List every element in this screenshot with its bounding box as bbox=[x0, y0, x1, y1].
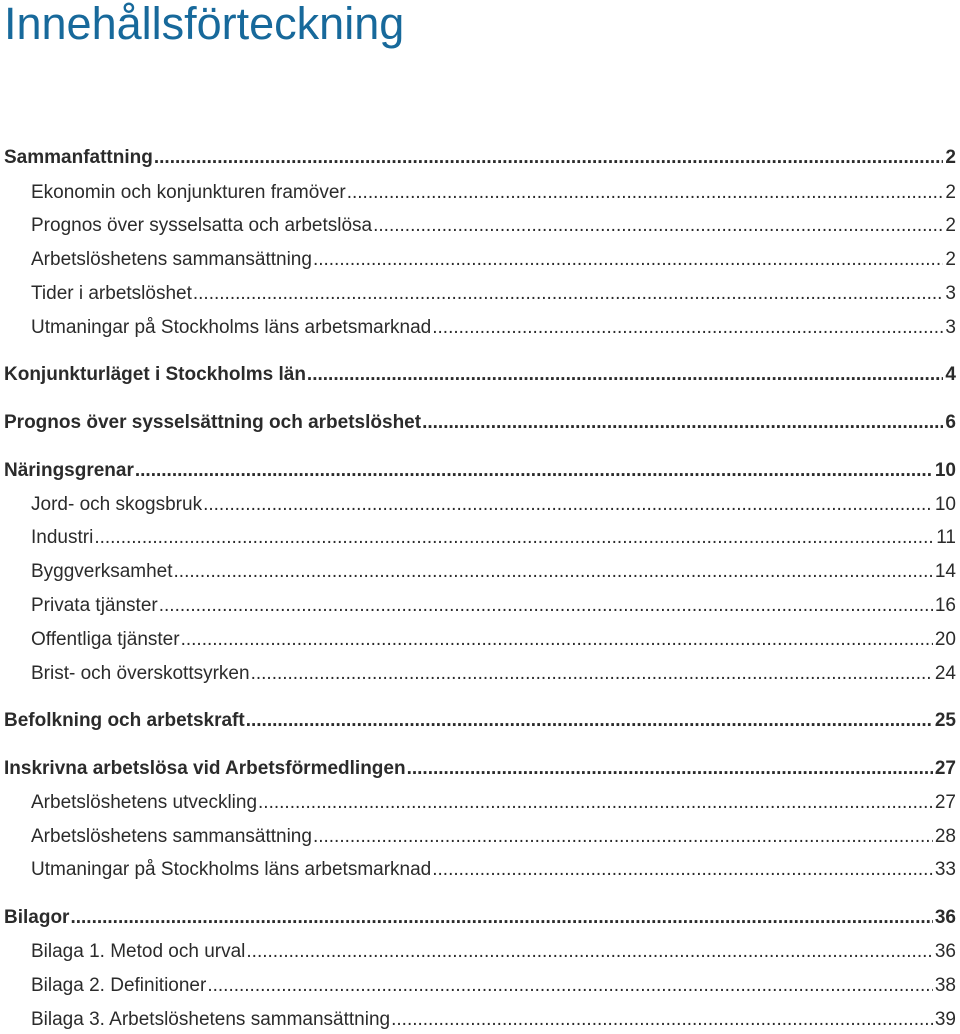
toc-leader-dots bbox=[407, 757, 933, 781]
toc-entry[interactable] bbox=[31, 214, 956, 238]
toc-entry-page: 36 bbox=[934, 941, 956, 962]
toc-entry[interactable] bbox=[31, 248, 956, 272]
toc-entry[interactable] bbox=[31, 940, 956, 964]
toc-leader-dots bbox=[207, 974, 933, 998]
toc-entry[interactable] bbox=[31, 628, 956, 652]
toc-leader-dots bbox=[432, 858, 933, 882]
toc-entry-page: 11 bbox=[936, 527, 956, 548]
toc-leader-dots bbox=[154, 146, 944, 170]
toc-entry-page: 2 bbox=[945, 147, 956, 168]
toc-entry-page: 24 bbox=[934, 663, 956, 684]
toc-entry-page: 39 bbox=[934, 1009, 956, 1030]
toc-entry[interactable] bbox=[31, 1008, 956, 1032]
toc-leader-dots bbox=[391, 1008, 933, 1032]
toc-entry-label: Prognos över sysselsättning och arbetslöshet bbox=[4, 412, 422, 433]
toc-leader-dots bbox=[181, 628, 933, 652]
toc-entry-label: Arbetslöshetens sammansättning bbox=[31, 826, 312, 847]
toc-entry[interactable] bbox=[31, 825, 956, 849]
toc-entry-label: Utmaningar på Stockholms läns arbetsmarknad bbox=[31, 317, 432, 338]
toc-leader-dots bbox=[246, 940, 932, 964]
toc-entry-label: Bilaga 1. Metod och urval bbox=[31, 941, 246, 962]
toc-entry-label: Bilaga 3. Arbetslöshetens sammansättning bbox=[31, 1009, 391, 1030]
toc-leader-dots bbox=[313, 825, 933, 849]
toc-entry-page: 20 bbox=[934, 629, 956, 650]
toc-entry-label: Jord- och skogsbruk bbox=[31, 494, 203, 515]
toc-entry-page: 2 bbox=[945, 249, 956, 270]
toc-entry-page: 2 bbox=[945, 215, 956, 236]
toc-entry-label: Arbetslöshetens utveckling bbox=[31, 792, 258, 813]
toc-leader-dots bbox=[246, 709, 933, 733]
toc-entry-label: Arbetslöshetens sammansättning bbox=[31, 249, 312, 270]
toc-entry-label: Inskrivna arbetslösa vid Arbetsförmedlingen bbox=[4, 758, 406, 779]
toc-entry-label: Sammanfattning bbox=[4, 147, 153, 168]
toc-entry-label: Bilagor bbox=[4, 907, 70, 928]
toc-entry[interactable] bbox=[31, 316, 956, 340]
toc-entry-page: 28 bbox=[934, 826, 956, 847]
toc-entry[interactable] bbox=[31, 181, 956, 205]
toc-entry-page: 6 bbox=[945, 412, 956, 433]
toc-entry[interactable] bbox=[4, 906, 956, 930]
toc-entry-label: Bilaga 2. Definitioner bbox=[31, 975, 207, 996]
toc-entry-page: 25 bbox=[934, 710, 956, 731]
toc-entry-page: 27 bbox=[934, 758, 956, 779]
toc-leader-dots bbox=[70, 906, 932, 930]
toc-entry-page: 3 bbox=[945, 317, 956, 338]
toc-leader-dots bbox=[373, 214, 943, 238]
toc-entry[interactable] bbox=[31, 858, 956, 882]
toc-leader-dots bbox=[432, 316, 943, 340]
toc-leader-dots bbox=[174, 560, 933, 584]
toc-entry[interactable] bbox=[4, 363, 956, 387]
toc-entry[interactable] bbox=[4, 146, 956, 170]
toc-leader-dots bbox=[193, 282, 944, 306]
toc-entry[interactable] bbox=[4, 411, 956, 435]
toc-entry-label: Brist- och överskottsyrken bbox=[31, 663, 250, 684]
toc-entry-label: Byggverksamhet bbox=[31, 561, 173, 582]
toc-entry-page: 4 bbox=[945, 364, 956, 385]
toc-entry-page: 33 bbox=[934, 859, 956, 880]
toc-leader-dots bbox=[307, 363, 944, 387]
toc-entry[interactable] bbox=[31, 560, 956, 584]
toc-entry-page: 10 bbox=[934, 494, 956, 515]
toc-leader-dots bbox=[313, 248, 943, 272]
toc-entry-label: Befolkning och arbetskraft bbox=[4, 710, 245, 731]
toc-entry-label: Konjunkturläget i Stockholms län bbox=[4, 364, 306, 385]
toc-entry-label: Ekonomin och konjunkturen framöver bbox=[31, 182, 346, 203]
toc-entry-page: 38 bbox=[934, 975, 956, 996]
toc-leader-dots bbox=[203, 493, 933, 517]
toc-leader-dots bbox=[251, 662, 933, 686]
toc-entry-page: 36 bbox=[934, 907, 956, 928]
toc-entry-label: Privata tjänster bbox=[31, 595, 158, 616]
toc-entry[interactable] bbox=[4, 757, 956, 781]
toc-entry-label: Tider i arbetslöshet bbox=[31, 283, 192, 304]
toc-entry[interactable] bbox=[31, 791, 956, 815]
toc-entry-page: 27 bbox=[934, 792, 956, 813]
page-title: Innehållsförteckning bbox=[4, 0, 405, 49]
toc-entry-label: Prognos över sysselsatta och arbetslösa bbox=[31, 215, 373, 236]
toc-entry[interactable] bbox=[31, 662, 956, 686]
toc-entry[interactable] bbox=[4, 709, 956, 733]
toc-entry[interactable] bbox=[4, 459, 956, 483]
toc-entry-page: 2 bbox=[945, 182, 956, 203]
toc-entry-page: 14 bbox=[934, 561, 956, 582]
toc-leader-dots bbox=[94, 526, 934, 550]
toc-entry-page: 10 bbox=[934, 460, 956, 481]
toc-entry-label: Offentliga tjänster bbox=[31, 629, 180, 650]
toc-entry-page: 16 bbox=[934, 595, 956, 616]
toc-leader-dots bbox=[258, 791, 933, 815]
toc-entry[interactable] bbox=[31, 594, 956, 618]
toc-entry[interactable] bbox=[31, 493, 956, 517]
toc-leader-dots bbox=[347, 181, 944, 205]
toc-leader-dots bbox=[135, 459, 933, 483]
toc-entry[interactable] bbox=[31, 526, 956, 550]
toc-entry-label: Industri bbox=[31, 527, 94, 548]
toc-entry-label: Utmaningar på Stockholms läns arbetsmarknad bbox=[31, 859, 432, 880]
toc-entry[interactable] bbox=[31, 974, 956, 998]
toc-entry[interactable] bbox=[31, 282, 956, 306]
toc-entry-label: Näringsgrenar bbox=[4, 460, 134, 481]
toc-leader-dots bbox=[159, 594, 933, 618]
toc-leader-dots bbox=[422, 411, 943, 435]
toc-entry-page: 3 bbox=[945, 283, 956, 304]
